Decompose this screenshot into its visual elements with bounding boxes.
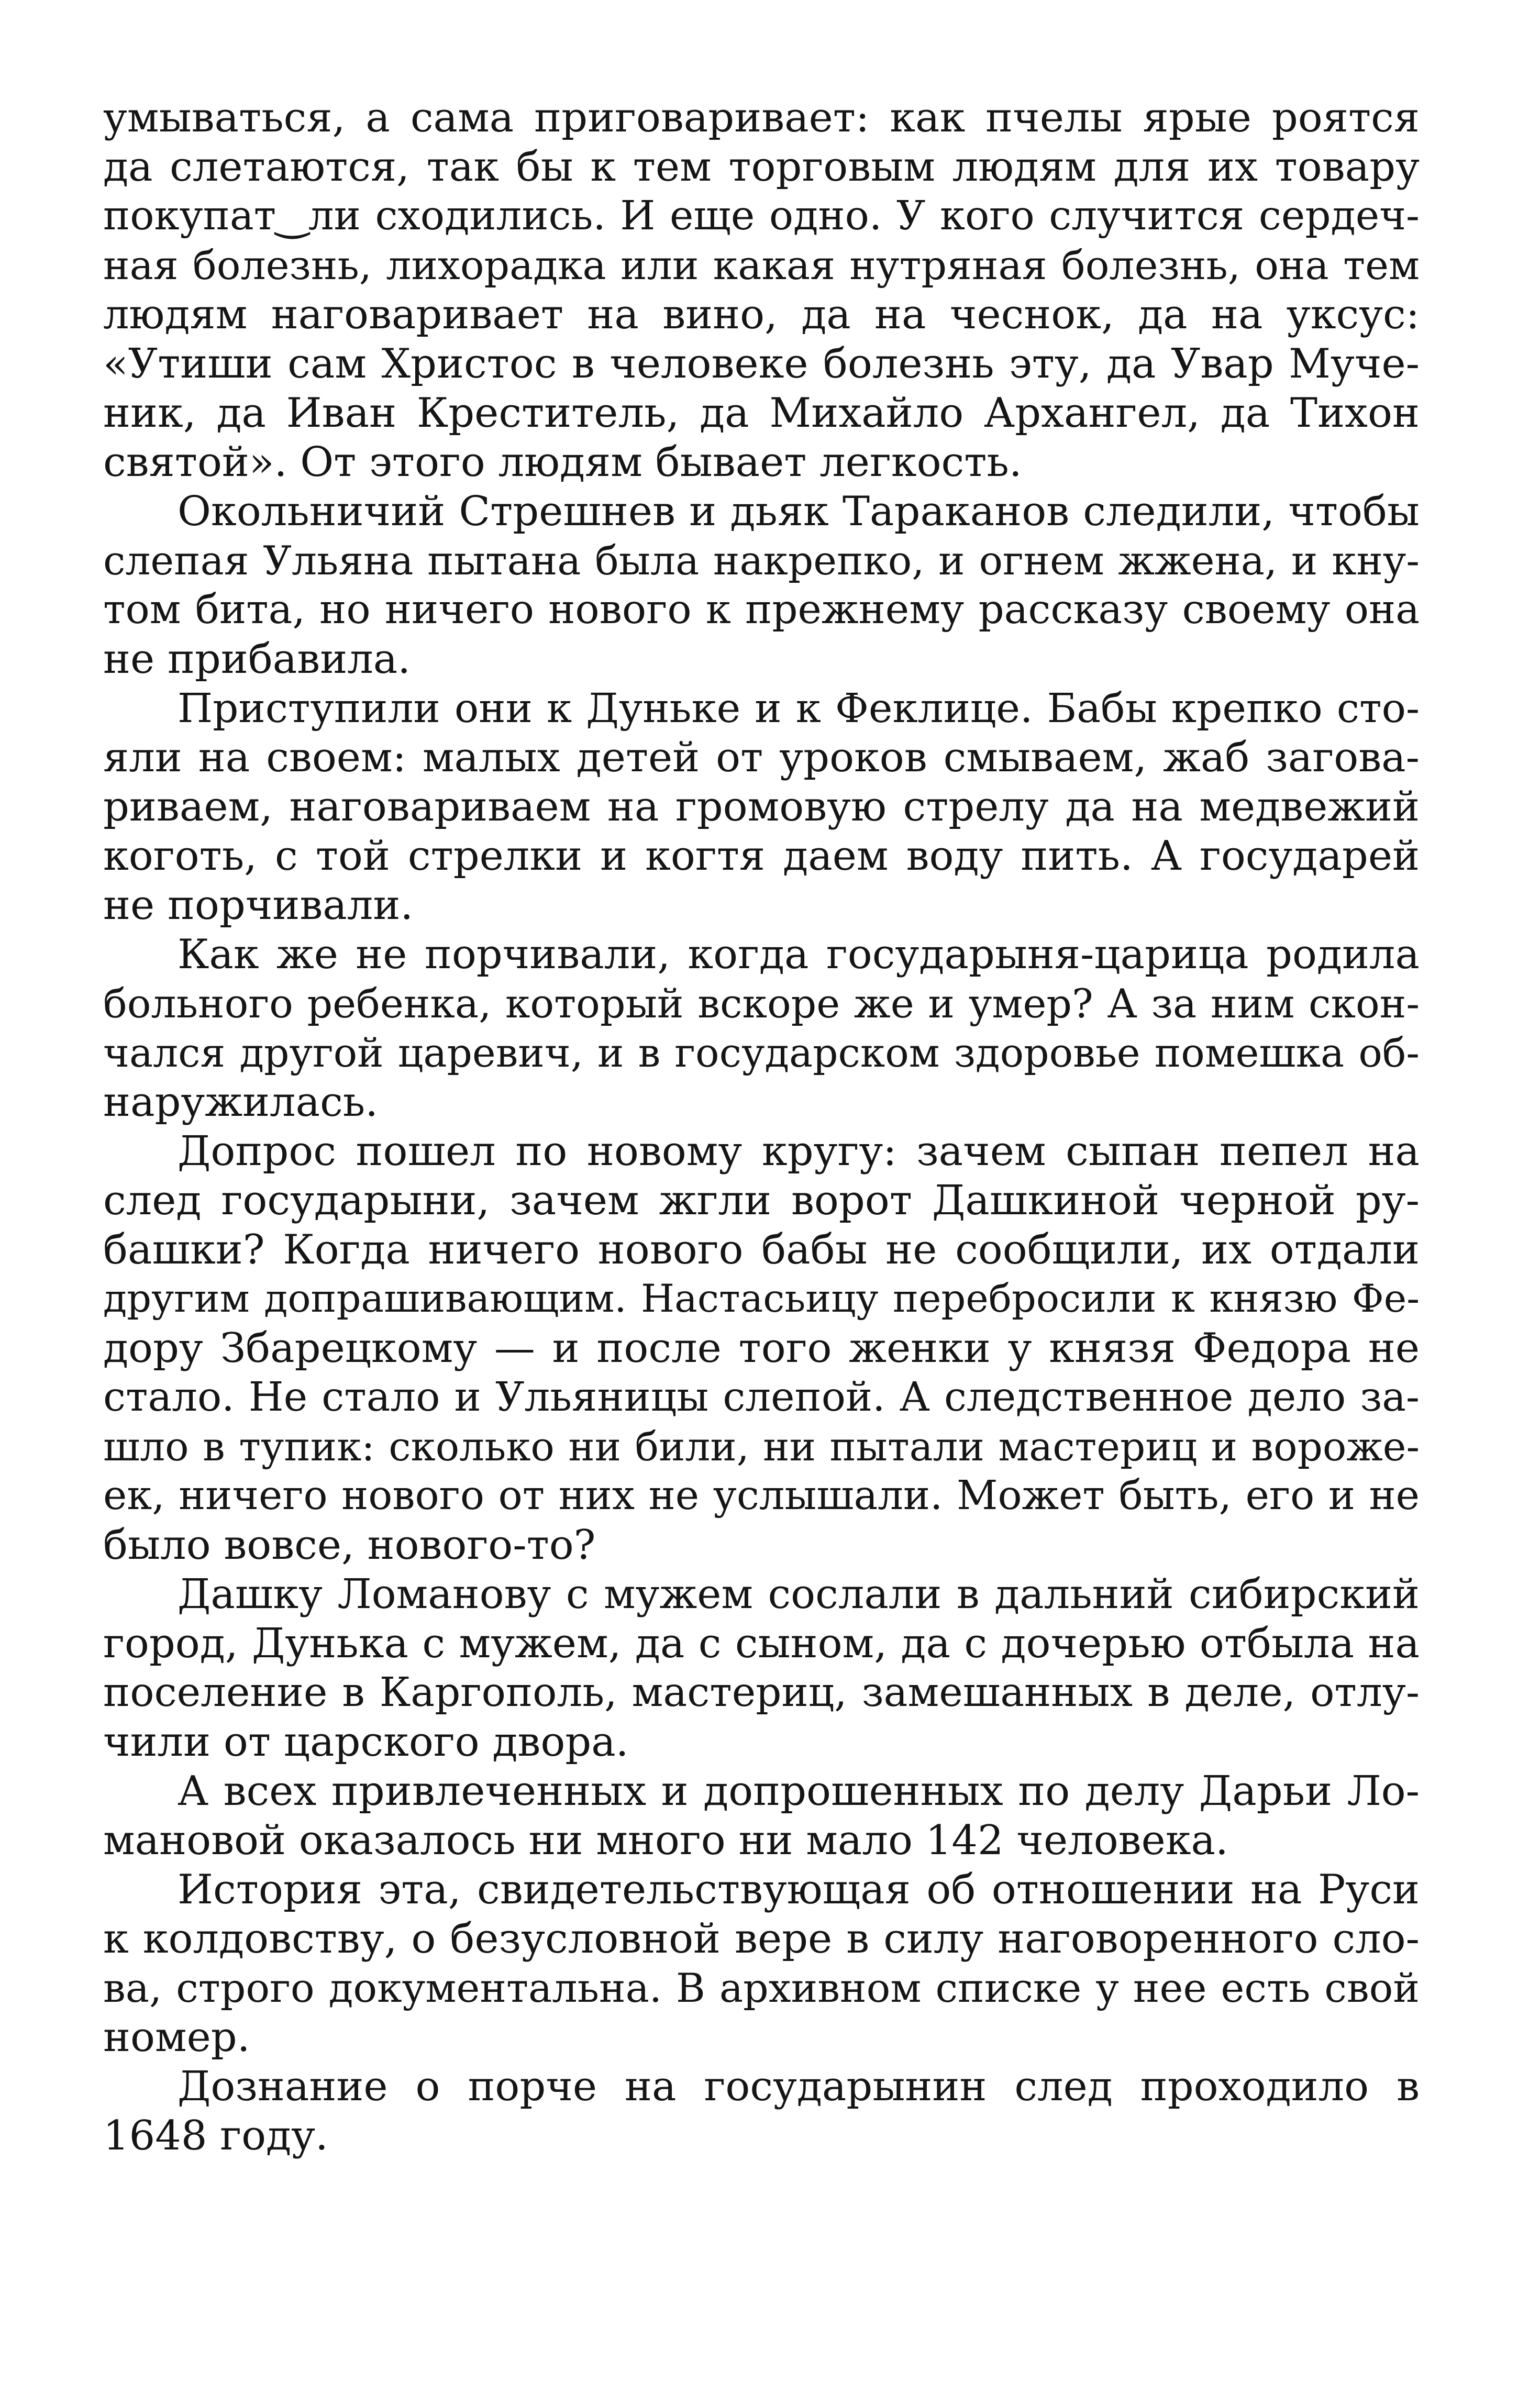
text-line: чался другой царевич, и в государском здоровье помешка об- [103,1030,1420,1076]
paragraph [103,1127,1420,1570]
text-line: чили от царского двора. [103,1719,629,1766]
text-line: людям наговаривает на вино, да на чеснок, да на уксус: [103,291,1420,338]
text-line: город, Дунька с мужем, да с сыном, да с дочерью отбыла на [103,1620,1420,1667]
book-page-text [103,93,1420,2160]
text-line: Дашку Ломанову с мужем сослали в дальний сибирский [178,1571,1420,1618]
text-line: История эта, свидетельствующая об отношении на Руси [178,1866,1420,1913]
text-line: не прибавила. [103,636,411,683]
text-line: ек, ничего нового от них не услышали. Может быть, его и не [103,1472,1420,1519]
paragraph [103,487,1420,684]
text-line: том бита, но ничего нового к прежнему рассказу своему она [103,586,1420,633]
text-line: дору Збарецкому — и после того женки у князя Федора не [103,1325,1420,1372]
paragraph [103,930,1420,1127]
text-line: номер. [103,2014,250,2061]
text-line: башки? Когда ничего нового бабы не сообщили, их отдали [103,1226,1420,1273]
text-line: «Утиши сам Христос в человеке болезнь эту, да Увар Муче- [103,340,1420,387]
text-line: Как же не порчивали, когда государыня-царица родила [178,931,1420,978]
text-line: риваем, наговариваем на громовую стрелу да на медвежий [103,783,1420,830]
text-line: Дознание о порче на государынин след проходило в [178,2063,1420,2110]
text-line: больного ребенка, который вскоре же и умер? А за ним скон- [103,981,1420,1027]
text-line: А всех привлеченных и допрошенных по делу Дарьи Ло- [178,1768,1420,1815]
text-line: не порчивали. [103,882,414,929]
text-line: было вовсе, нового-то? [103,1522,596,1569]
text-line: шло в тупик: сколько ни били, ни пытали мастериц и вороже- [103,1424,1420,1470]
text-line: Допрос пошел по новому кругу: зачем сыпан пепел на [178,1128,1420,1175]
text-line: стало. Не стало и Ульяницы слепой. А следственное дело за- [103,1374,1420,1421]
paragraph [103,1767,1420,1865]
text-line: Приступили они к Дуньке и к Феклице. Бабы крепко сто- [178,685,1420,732]
paragraph [103,1865,1420,2062]
paragraph [103,93,1420,487]
text-line: покупат‿ли сходились. И еще одно. У кого случится сердеч- [103,193,1420,239]
paragraph [103,1570,1420,1767]
text-line: слепая Ульяна пытана была накрепко, и огнем жжена, и кну- [103,538,1420,584]
text-line: 1648 году. [103,2112,328,2159]
text-line: ная болезнь, лихорадка или какая нутряная болезнь, она тем [103,242,1420,289]
text-line: коготь, с той стрелки и когтя даем воду пить. А государей [103,833,1420,880]
text-line: Окольничий Стрешнев и дьяк Тараканов следили, чтобы [178,488,1420,535]
text-line: яли на своем: малых детей от уроков смываем, жаб загова- [103,734,1420,781]
text-line: ва, строго документальна. В архивном списке у нее есть свой [103,1965,1420,2011]
text-line: другим допрашивающим. Настасьицу перебросили к князю Фе- [103,1277,1420,1321]
text-line: да слетаются, так бы к тем торговым людям для их товару [103,143,1420,191]
text-line: мановой оказалось ни много ни мало 142 человека. [103,1817,1228,1864]
paragraph [103,2062,1420,2160]
text-line: поселение в Каргополь, мастериц, замешанных в деле, отлу- [103,1669,1420,1716]
text-line: умываться, а сама приговаривает: как пчелы ярые роятся [103,94,1420,141]
text-line: ник, да Иван Креститель, да Михайло Архангел, да Тихон [103,390,1420,437]
text-line: святой». От этого людям бывает легкость. [103,439,1022,486]
text-line: наружилась. [103,1079,379,1126]
paragraph [103,684,1420,930]
text-line: к колдовству, о безусловной вере в силу наговоренного сло- [103,1915,1420,1963]
text-line: след государыни, зачем жгли ворот Дашкиной черной ру- [103,1177,1420,1224]
